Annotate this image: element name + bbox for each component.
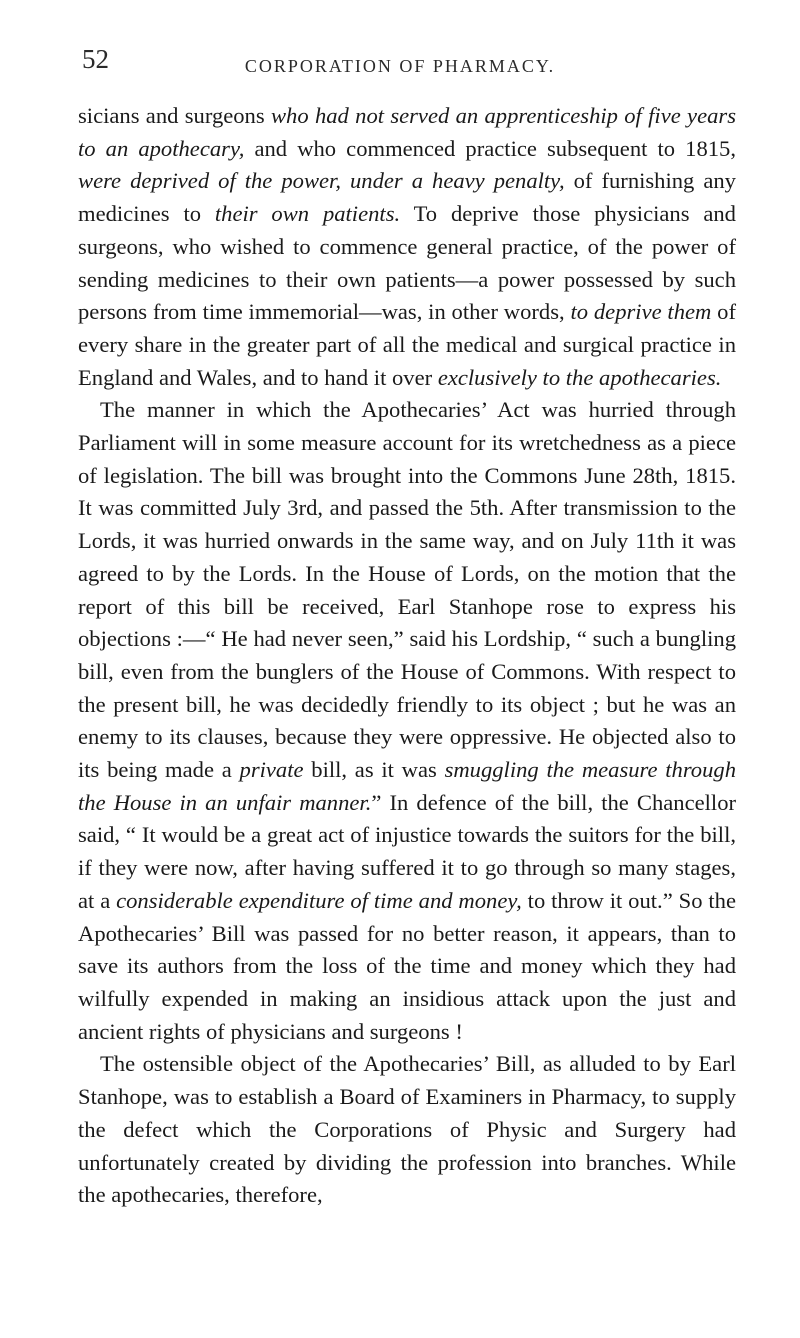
text-run: ” In defence of the bill, the Chancellor said, “ It would be a great act of injustice towards the suitors for the bill, if they were now, after having suffered it to go through so many stages, at a (78, 789, 737, 913)
text-run: of furnishing any medicines to (78, 168, 736, 227)
paragraph-1 (78, 100, 736, 394)
page-number: 52 (82, 44, 109, 74)
body-text (78, 100, 736, 1212)
italic-run: private (239, 757, 304, 783)
italic-run: their own patients. (214, 201, 401, 227)
italic-run: considerable expenditure of time and money, (116, 887, 522, 913)
text-run: and who commenced practice subsequent to 1815, (244, 135, 736, 161)
text-run: of every share in the greater part of all the medical and surgical practice in England and Wales, and to hand it over (78, 299, 736, 390)
italic-run: were deprived of the power, under a heavy penalty, (78, 168, 565, 194)
text-run: The manner in which the Apothecaries’ Act was hurried through Parliament will in some measure account for its wretchedness as a piece of legislation. The bill was brought into the Commons June 28th, 1815. It was committed July 3rd, and passed the 5th. After transmission to the Lords, it was hurried onwards in the same way, and on July 11th it was agreed to by the Lords. In the House of Lords, on the motion that the report of this bill be received, Earl Stanhope rose to express his objections :—“ He had never seen,” said his Lordship, “ such a bungling bill, even from the bunglers of the House of Commons. With respect to the present bill, he was decidedly friendly to its object ; but he was an enemy to its clauses, because they were oppressive. He objected also to its being made a (78, 397, 736, 783)
italic-run: to deprive them (570, 299, 712, 325)
text-run: to throw it out.” So the Apothecaries’ Bill was passed for no better reason, it appears, than to save its authors from the loss of the time and money which they had wilfully expended in making an insidious attack upon the just and ancient rights of physicians and surgeons ! (78, 887, 736, 1044)
italic-run: smuggling the measure through the House in an unfair manner. (78, 757, 736, 815)
text-run: bill, as it was (303, 757, 445, 783)
running-head: CORPORATION OF PHARMACY. (244, 56, 556, 76)
text-run: To deprive those physicians and surgeons, who wished to commence general practice, of the power of sending medicines to their own patients—a power possessed by such persons from time immemorial—was, in other words, (78, 201, 736, 325)
text-run: The ostensible object of the Apothecaries’ Bill, as alluded to by Earl Stanhope, was to establish a Board of Examiners in Pharmacy, to supply the defect which the Corporations of Physic and Surgery had unfortunately created by dividing the profession into branches. While the apothecaries, therefore, (78, 1051, 736, 1208)
italic-run: exclusively to the apothecaries. (437, 364, 722, 390)
paragraph-3 (78, 1048, 736, 1212)
italic-run: who had not served an apprenticeship of five years to an apothecary, (78, 103, 736, 161)
text-run: sicians and surgeons (78, 103, 271, 128)
paragraph-2 (78, 394, 736, 1048)
